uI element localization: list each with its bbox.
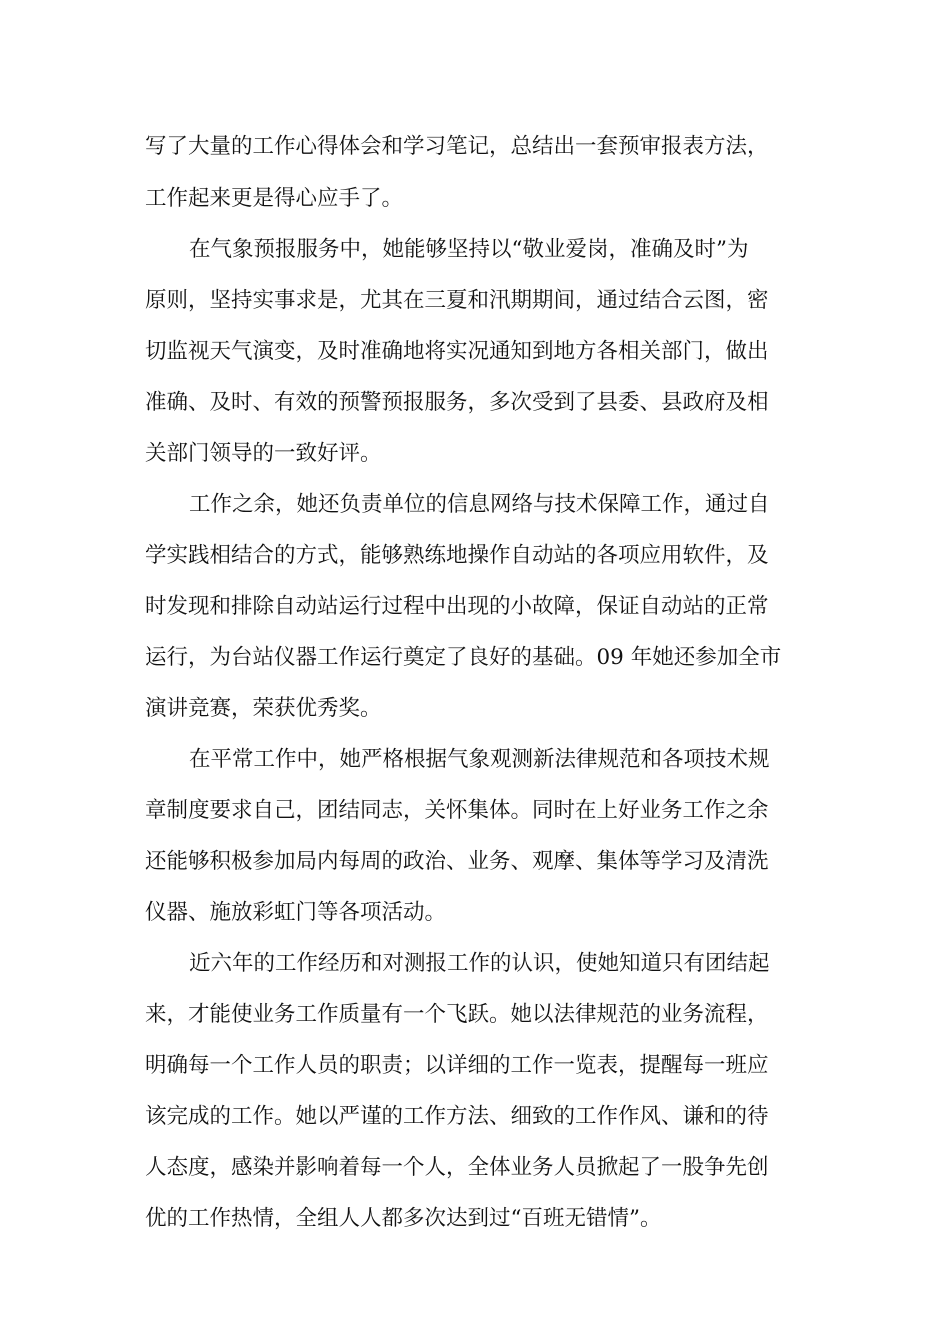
paragraph-first-line: 在气象预报服务中，她能够坚持以“敬业爱岗，准确及时”为 [189, 237, 749, 262]
paragraph-first-line: 工作之余，她还负责单位的信息网络与技术保障工作，通过自 [189, 492, 770, 517]
text-line: 优的工作热情，全组人人都多次达到过“百班无错情”。 [145, 1206, 662, 1231]
text-line: 时发现和排除自动站运行过程中出现的小故障，保证自动站的正常 [145, 594, 769, 619]
paragraph-first-line: 近六年的工作经历和对测报工作的认识，使她知道只有团结起 [189, 951, 770, 976]
text-line: 还能够积极参加局内每周的政治、业务、观摩、集体等学习及清洗 [145, 849, 769, 874]
text-line: 学实践相结合的方式，能够熟练地操作自动站的各项应用软件，及 [145, 543, 769, 568]
text-line: 来，才能使业务工作质量有一个飞跃。她以法律规范的业务流程， [145, 1002, 769, 1027]
text-line: 写了大量的工作心得体会和学习笔记，总结出一套预审报表方法， [145, 134, 769, 159]
text-line: 演讲竞赛，荣获优秀奖。 [145, 696, 382, 721]
text-line: 人态度，感染并影响着每一个人，全体业务人员掀起了一股争先创 [145, 1155, 769, 1180]
text-line: 原则，坚持实事求是，尤其在三夏和汛期期间，通过结合云图，密 [145, 288, 769, 313]
text-line: 运行，为台站仪器工作运行奠定了良好的基础。09 年她还参加全市 [145, 645, 782, 670]
text-line: 仪器、施放彩虹门等各项活动。 [145, 900, 447, 925]
text-line: 关部门领导的一致好评。 [145, 441, 382, 466]
text-line: 该完成的工作。她以严谨的工作方法、细致的工作作风、谦和的待 [145, 1104, 769, 1129]
text-line: 工作起来更是得心应手了。 [145, 186, 404, 211]
text-line: 准确、及时、有效的预警预报服务，多次受到了县委、县政府及相 [145, 390, 769, 415]
text-line: 章制度要求自己，团结同志，关怀集体。同时在上好业务工作之余 [145, 798, 769, 823]
paragraph-first-line: 在平常工作中，她严格根据气象观测新法律规范和各项技术规 [189, 747, 770, 772]
text-line: 明确每一个工作人员的职责；以详细的工作一览表，提醒每一班应 [145, 1053, 769, 1078]
text-line: 切监视天气演变，及时准确地将实况通知到地方各相关部门，做出 [145, 339, 769, 364]
